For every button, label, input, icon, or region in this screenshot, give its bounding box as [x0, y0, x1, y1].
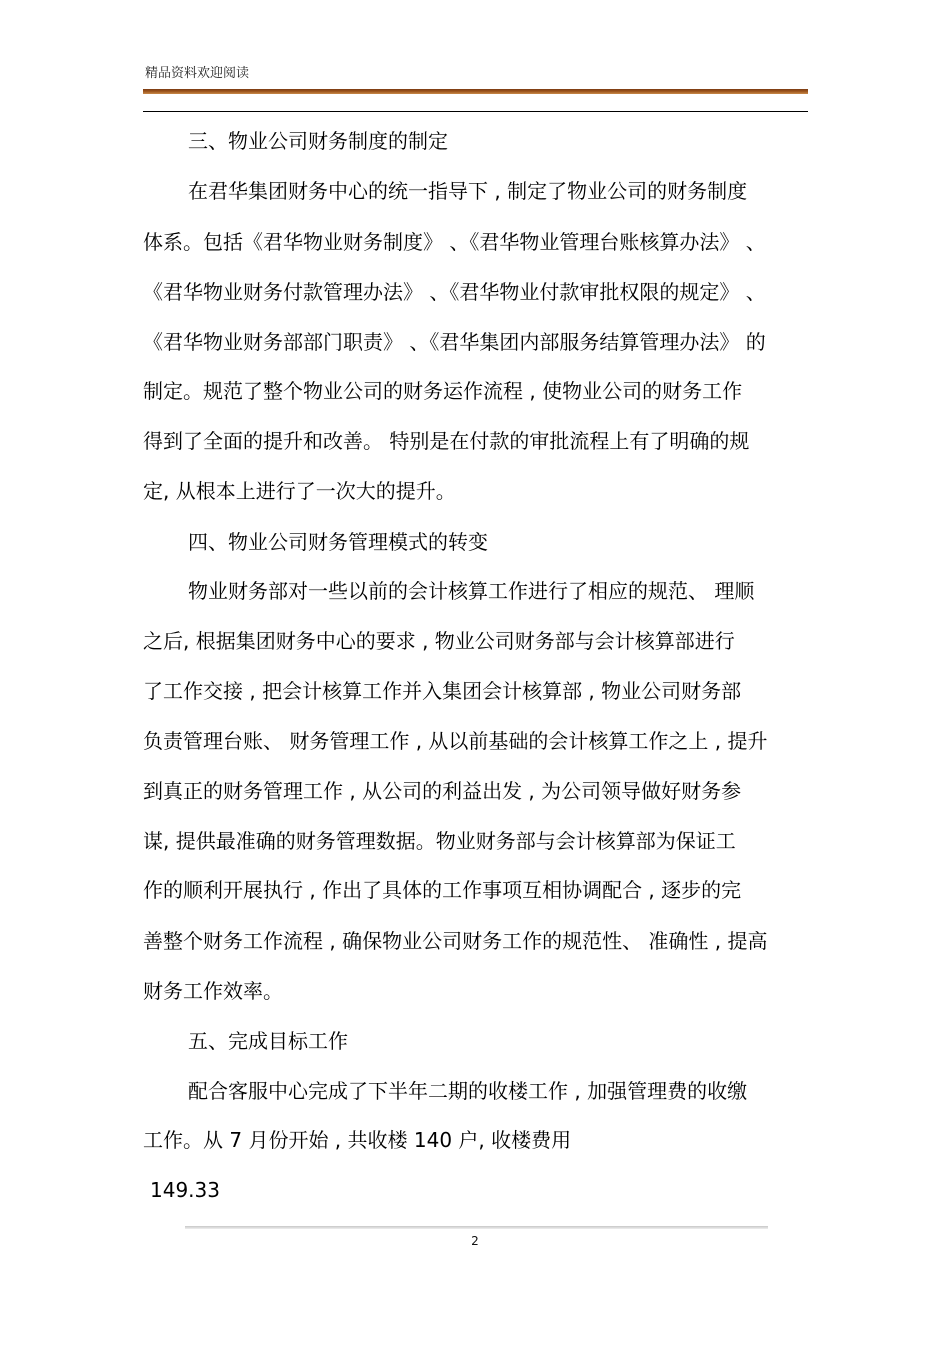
paragraph-line: 配合客服中心完成了下半年二期的收楼工作 , 加强管理费的收缴 [188, 1079, 748, 1103]
footer-rule [185, 1226, 768, 1229]
header-rule-thin [143, 111, 808, 112]
paragraph-line: 得到了全面的提升和改善。 特别是在付款的审批流程上有了明确的规 [143, 429, 750, 453]
paragraph-line: 定, 从根本上进行了一次大的提升。 [143, 479, 456, 503]
paragraph-line: 《君华物业财务部部门职责》 、《君华集团内部服务结算管理办法》 的 [143, 330, 766, 354]
paragraph-line: 了工作交接 , 把会计核算工作并入集团会计核算部 , 物业公司财务部 [143, 679, 742, 703]
paragraph-line: 负责管理台账、 财务管理工作 , 从以前基础的会计核算工作之上 , 提升 [143, 729, 768, 753]
header-text: 精品资料欢迎阅读 [145, 66, 250, 81]
paragraph-line: 到真正的财务管理工作 , 从公司的利益出发 , 为公司领导做好财务参 [143, 779, 742, 803]
header-rule-thick [143, 89, 808, 94]
paragraph-line: 作的顺利开展执行 , 作出了具体的工作事项互相协调配合 , 逐步的完 [143, 878, 742, 902]
paragraph-line: 制定。规范了整个物业公司的财务运作流程 , 使物业公司的财务工作 [143, 379, 743, 403]
paragraph-line: 工作。从 7 月份开始 , 共收楼 140 户, 收楼费用 [143, 1128, 572, 1152]
paragraph-line: 之后, 根据集团财务中心的要求 , 物业公司财务部与会计核算部进行 [143, 629, 735, 653]
section-heading-3: 三、物业公司财务制度的制定 [188, 129, 448, 153]
page-number: 2 [471, 1234, 479, 1248]
section-heading-5: 五、完成目标工作 [188, 1029, 348, 1053]
paragraph-line: 《君华物业财务付款管理办法》 、《君华物业付款审批权限的规定》 、 [143, 280, 766, 304]
paragraph-line: 在君华集团财务中心的统一指导下 , 制定了物业公司的财务制度 [188, 179, 748, 203]
paragraph-line: 体系。包括《君华物业财务制度》 、《君华物业管理台账核算办法》 、 [143, 230, 766, 254]
paragraph-line: 善整个财务工作流程 , 确保物业公司财务工作的规范性、 准确性 , 提高 [143, 929, 768, 953]
paragraph-line: 财务工作效率。 [143, 979, 283, 1003]
paragraph-line: 谋, 提供最准确的财务管理数据。物业财务部与会计核算部为保证工 [143, 829, 736, 853]
paragraph-line: 149.33 [150, 1178, 220, 1202]
section-heading-4: 四、物业公司财务管理模式的转变 [188, 530, 488, 554]
paragraph-line: 物业财务部对一些以前的会计核算工作进行了相应的规范、 理顺 [188, 579, 755, 603]
